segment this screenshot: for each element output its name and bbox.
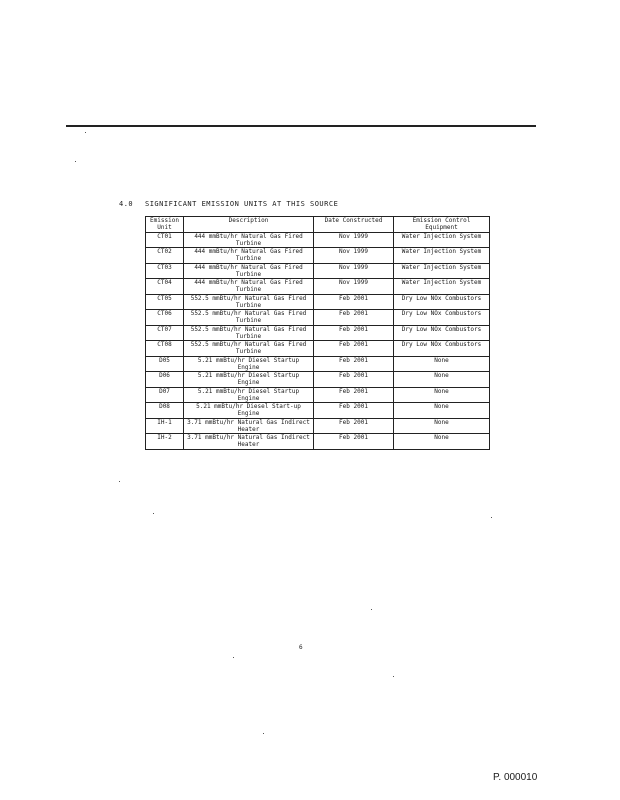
cell-description: 444 mmBtu/hr Natural Gas Fired Turbine [184,232,314,248]
table-row [146,248,490,264]
cell-unit: CT07 [146,325,184,341]
cell-description: 552.5 mmBtu/hr Natural Gas Fired Turbine [184,310,314,326]
table-row [146,341,490,357]
table-row [146,232,490,248]
cell-control: Dry Low NOx Combustors [394,310,490,326]
table-row [146,279,490,295]
page-number: 6 [299,644,303,651]
cell-date: Feb 2001 [314,403,394,419]
scan-speck [85,132,86,133]
cell-control: Water Injection System [394,279,490,295]
cell-control: Water Injection System [394,263,490,279]
cell-date: Nov 1999 [314,263,394,279]
cell-control: None [394,372,490,388]
cell-control: Dry Low NOx Combustors [394,325,490,341]
table-row [146,294,490,310]
bates-number: P. 000010 [493,772,538,783]
cell-date: Feb 2001 [314,356,394,372]
cell-description: 444 mmBtu/hr Natural Gas Fired Turbine [184,263,314,279]
cell-unit: D05 [146,356,184,372]
cell-control: Dry Low NOx Combustors [394,341,490,357]
cell-unit: IH-2 [146,434,184,450]
cell-control: None [394,418,490,434]
cell-date: Feb 2001 [314,372,394,388]
cell-unit: CT06 [146,310,184,326]
cell-unit: D08 [146,403,184,419]
cell-unit: CT08 [146,341,184,357]
section-heading [119,200,338,208]
table-header-row [146,217,490,233]
scan-speck [371,609,372,610]
table-row [146,356,490,372]
scan-speck [491,517,492,518]
emission-units-table [145,216,490,450]
table-row [146,263,490,279]
cell-description: 444 mmBtu/hr Natural Gas Fired Turbine [184,248,314,264]
cell-description: 552.5 mmBtu/hr Natural Gas Fired Turbine [184,294,314,310]
cell-control: None [394,356,490,372]
scan-speck [233,657,234,658]
cell-unit: IH-1 [146,418,184,434]
header-rule [66,125,536,127]
header-emission-unit: Emission Unit [146,217,184,233]
cell-description: 444 mmBtu/hr Natural Gas Fired Turbine [184,279,314,295]
cell-control: None [394,387,490,403]
scan-speck [393,676,394,677]
cell-date: Feb 2001 [314,418,394,434]
cell-description: 5.21 mmBtu/hr Diesel Startup Engine [184,387,314,403]
cell-description: 552.5 mmBtu/hr Natural Gas Fired Turbine [184,325,314,341]
section-number: 4.0 [119,200,134,208]
cell-description: 552.5 mmBtu/hr Natural Gas Fired Turbine [184,341,314,357]
scan-speck [263,733,264,734]
table-row [146,372,490,388]
cell-description: 5.21 mmBtu/hr Diesel Startup Engine [184,356,314,372]
cell-control: Dry Low NOx Combustors [394,294,490,310]
cell-date: Nov 1999 [314,279,394,295]
cell-date: Feb 2001 [314,387,394,403]
cell-date: Feb 2001 [314,341,394,357]
cell-date: Feb 2001 [314,325,394,341]
cell-date: Feb 2001 [314,294,394,310]
cell-unit: CT01 [146,232,184,248]
cell-description: 5.21 mmBtu/hr Diesel Startup Engine [184,372,314,388]
cell-control: None [394,434,490,450]
header-control-equipment: Emission Control Equipment [394,217,490,233]
scan-speck [75,161,76,162]
cell-date: Nov 1999 [314,232,394,248]
scan-speck [119,481,120,482]
cell-control: Water Injection System [394,248,490,264]
table-row [146,403,490,419]
cell-unit: CT03 [146,263,184,279]
header-date-constructed: Date Constructed [314,217,394,233]
cell-unit: D06 [146,372,184,388]
cell-description: 5.21 mmBtu/hr Diesel Start-up Engine [184,403,314,419]
cell-unit: CT02 [146,248,184,264]
cell-unit: CT05 [146,294,184,310]
table-row [146,418,490,434]
cell-unit: CT04 [146,279,184,295]
cell-control: None [394,403,490,419]
cell-description: 3.71 mmBtu/hr Natural Gas Indirect Heater [184,434,314,450]
table-row [146,325,490,341]
cell-description: 3.71 mmBtu/hr Natural Gas Indirect Heater [184,418,314,434]
cell-unit: D07 [146,387,184,403]
cell-date: Feb 2001 [314,434,394,450]
header-description: Description [184,217,314,233]
section-title: SIGNIFICANT EMISSION UNITS AT THIS SOURCE [145,200,339,208]
scan-speck [153,513,154,514]
cell-control: Water Injection System [394,232,490,248]
cell-date: Nov 1999 [314,248,394,264]
table-row [146,310,490,326]
table-row [146,387,490,403]
table-row [146,434,490,450]
cell-date: Feb 2001 [314,310,394,326]
